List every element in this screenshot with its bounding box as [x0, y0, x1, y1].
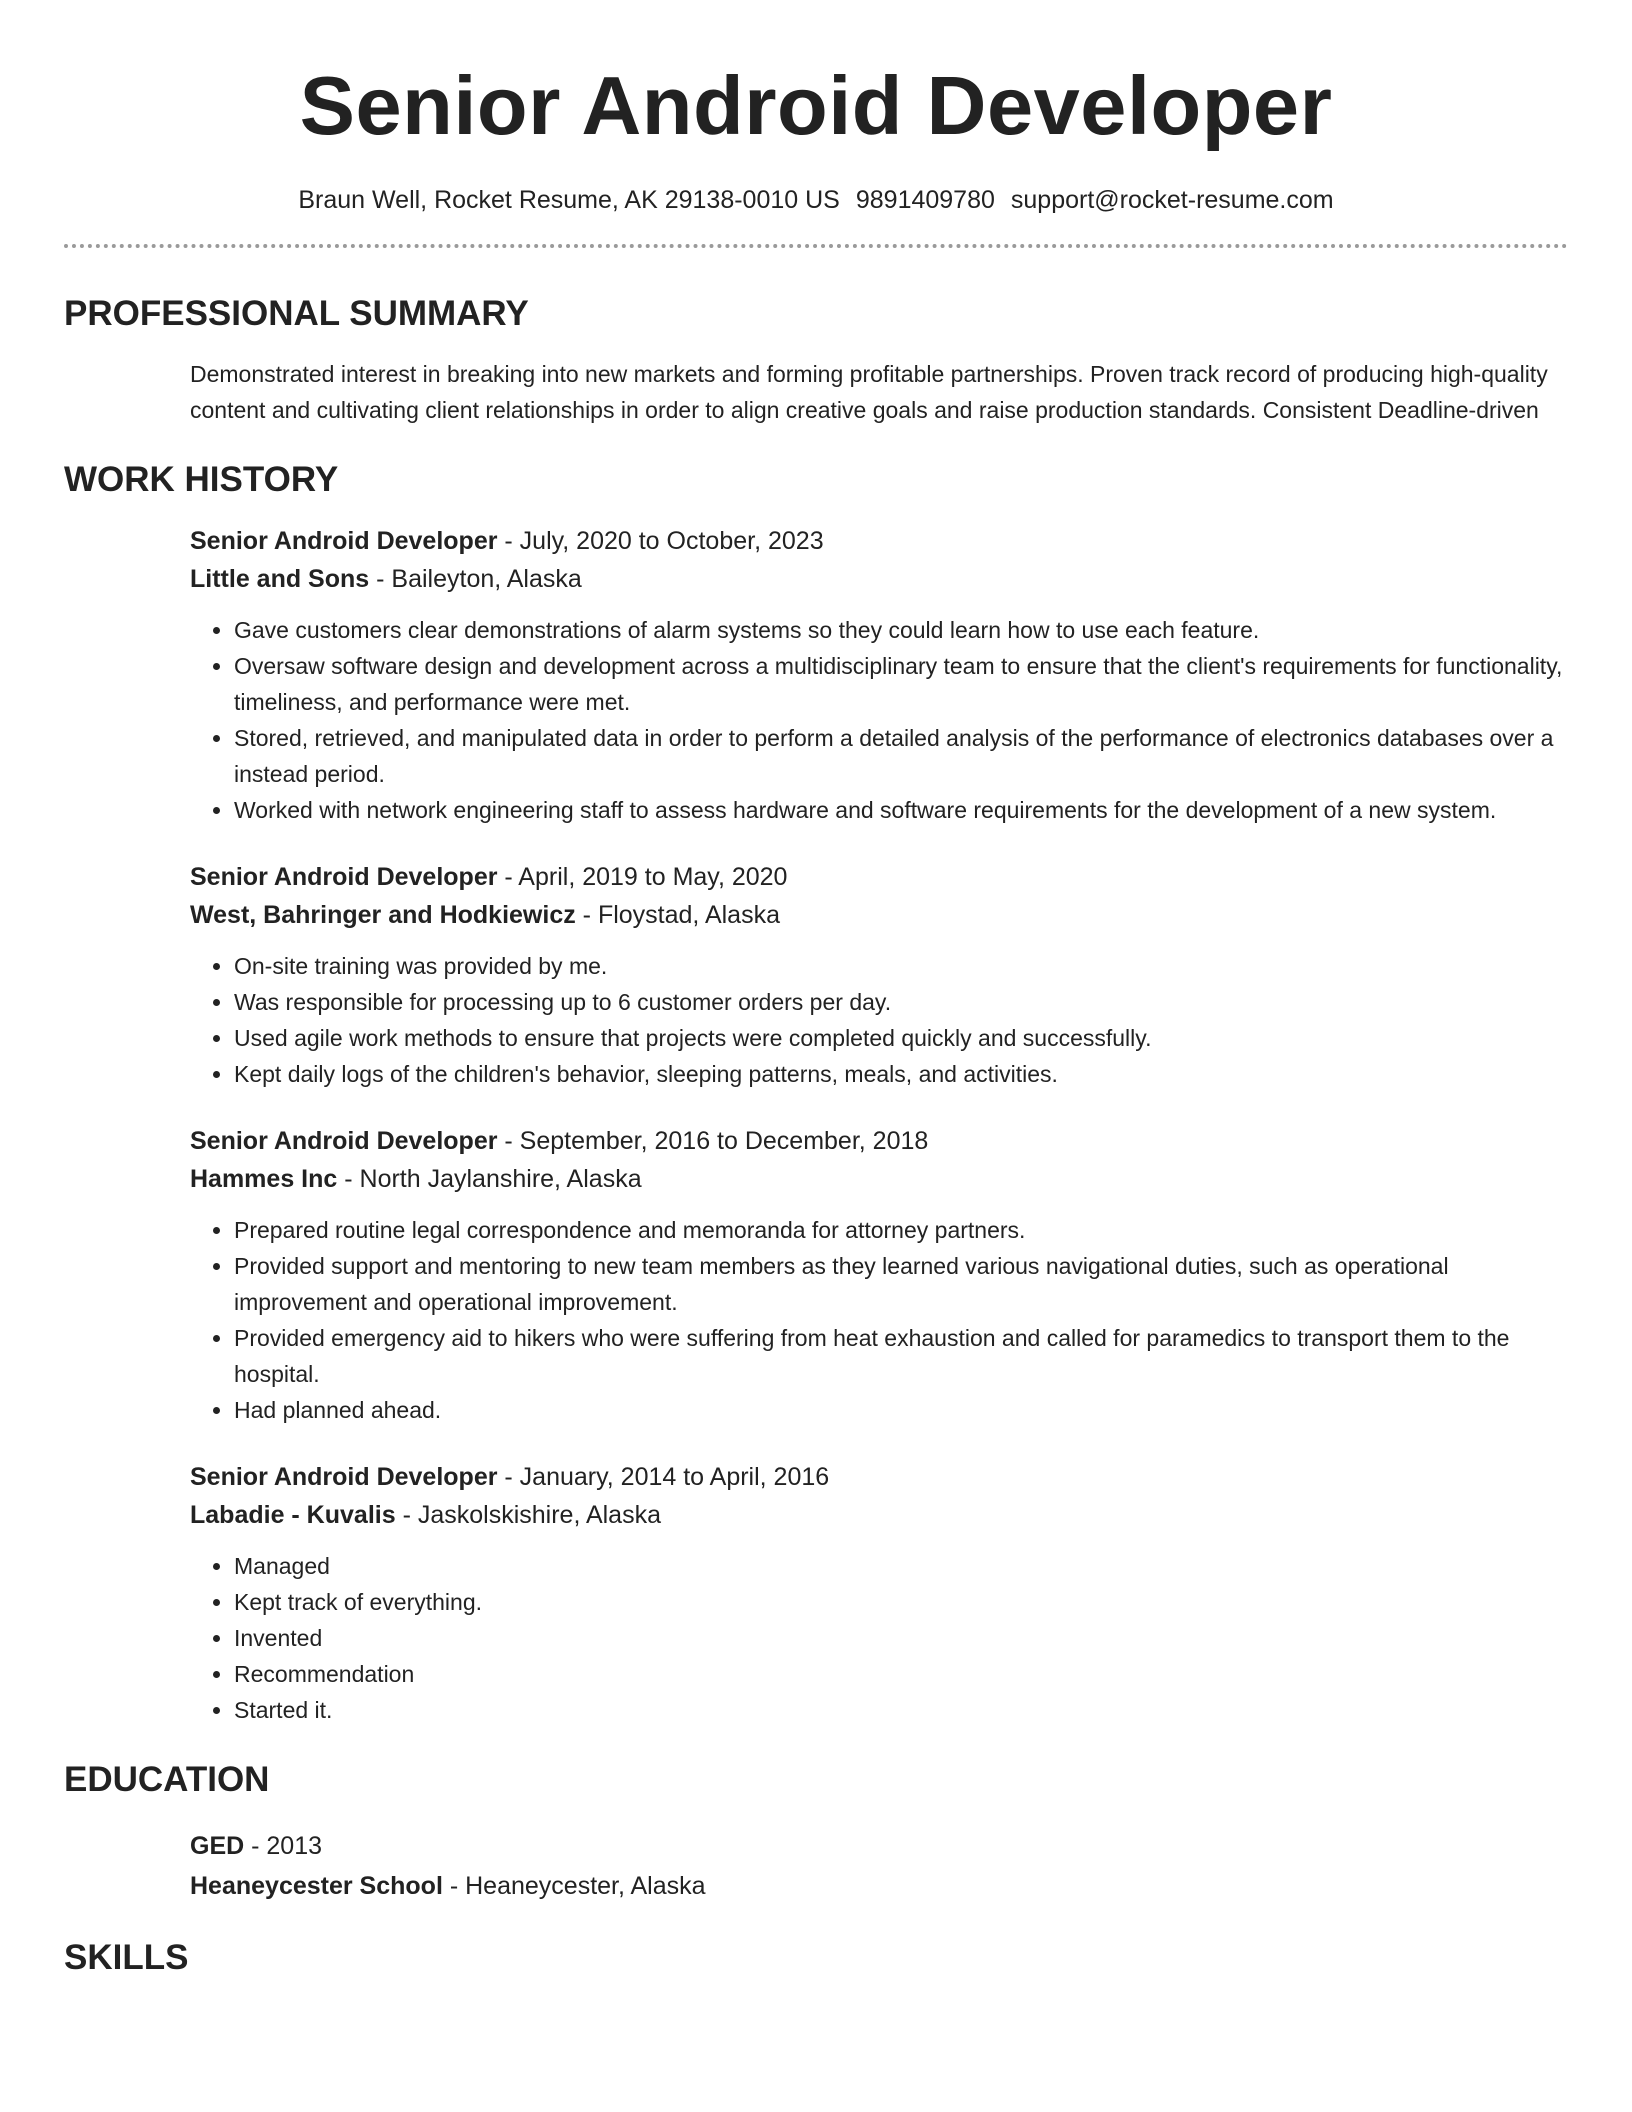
section-title-work-history: WORK HISTORY — [64, 460, 339, 499]
job-bullet: • On-site training was provided by me. — [234, 948, 1568, 984]
job-bullet: • Recommendation — [234, 1656, 1568, 1692]
contact-phone: 9891409780 — [855, 186, 995, 214]
job-bullet: • Oversaw software design and development across a multidisciplinary team to ensure that the client's requirements for functionality, timeliness, and performance were met. — [234, 648, 1568, 720]
education-year: - 2013 — [244, 1832, 323, 1860]
education-school-line — [190, 1866, 1568, 1906]
job-bullet: • Started it. — [234, 1692, 1568, 1728]
job-company-line — [190, 1160, 1568, 1198]
job-bullet: • Prepared routine legal correspondence and memoranda for attorney partners. — [234, 1212, 1568, 1248]
job-role-line — [190, 1458, 1568, 1496]
education-degree-line — [190, 1826, 1568, 1866]
job-company: West, Bahringer and Hodkiewicz — [190, 901, 576, 929]
job-entry — [190, 1458, 1568, 1728]
job-role: Senior Android Developer — [190, 1127, 498, 1155]
job-location: - North Jaylanshire, Alaska — [337, 1165, 642, 1193]
job-bullet: • Gave customers clear demonstrations of alarm systems so they could learn how to use each feature. — [234, 612, 1568, 648]
job-company-line — [190, 896, 1568, 934]
job-dates: - April, 2019 to May, 2020 — [497, 863, 788, 891]
job-bullets — [190, 948, 1568, 1092]
job-dates: - September, 2016 to December, 2018 — [497, 1127, 929, 1155]
job-company-line — [190, 1496, 1568, 1534]
job-bullet: • Kept daily logs of the children's behavior, sleeping patterns, meals, and activities. — [234, 1056, 1568, 1092]
job-role: Senior Android Developer — [190, 863, 498, 891]
contact-line — [64, 184, 1568, 216]
contact-address: Braun Well, Rocket Resume, AK 29138-0010 US — [298, 186, 840, 214]
job-entry — [190, 858, 1568, 1092]
job-entry — [190, 1122, 1568, 1428]
job-bullet: • Provided emergency aid to hikers who were suffering from heat exhaustion and called for paramedics to transport them to the hospital. — [234, 1320, 1568, 1392]
job-bullet: • Was responsible for processing up to 6 customer orders per day. — [234, 984, 1568, 1020]
header-divider — [64, 244, 1568, 248]
job-company: Little and Sons — [190, 565, 370, 593]
job-bullets — [190, 612, 1568, 828]
education-location: - Heaneycester, Alaska — [442, 1872, 706, 1900]
job-company: Hammes Inc — [190, 1165, 338, 1193]
section-title-summary: PROFESSIONAL SUMMARY — [64, 294, 529, 333]
job-role-line — [190, 522, 1568, 560]
job-location: - Floystad, Alaska — [575, 901, 780, 929]
resume-page — [64, 0, 1568, 1980]
job-location: - Jaskolskishire, Alaska — [395, 1501, 661, 1529]
job-bullet: • Stored, retrieved, and manipulated data in order to perform a detailed analysis of the performance of electronics databases over a instead period. — [234, 720, 1568, 792]
job-role-line — [190, 1122, 1568, 1160]
job-bullet: • Used agile work methods to ensure that projects were completed quickly and successfully. — [234, 1020, 1568, 1056]
section-title-skills: SKILLS — [64, 1938, 189, 1977]
contact-email: support@rocket-resume.com — [1010, 186, 1334, 214]
job-bullet: • Invented — [234, 1620, 1568, 1656]
job-company-line — [190, 560, 1568, 598]
education-entry — [190, 1826, 1568, 1906]
education-school: Heaneycester School — [190, 1872, 443, 1900]
job-bullet: • Worked with network engineering staff to assess hardware and software requirements for the development of a new system. — [234, 792, 1568, 828]
job-entry — [190, 522, 1568, 828]
job-bullet: • Managed — [234, 1548, 1568, 1584]
job-bullets — [190, 1212, 1568, 1428]
job-dates: - July, 2020 to October, 2023 — [497, 527, 824, 555]
resume-name: Senior Android Developer — [299, 59, 1333, 152]
job-role-line — [190, 858, 1568, 896]
job-dates: - January, 2014 to April, 2016 — [497, 1463, 830, 1491]
job-bullet: • Kept track of everything. — [234, 1584, 1568, 1620]
job-bullets — [190, 1548, 1568, 1728]
education-degree: GED — [190, 1832, 245, 1860]
job-role: Senior Android Developer — [190, 1463, 498, 1491]
job-role: Senior Android Developer — [190, 527, 498, 555]
job-bullet: • Had planned ahead. — [234, 1392, 1568, 1428]
job-bullet: • Provided support and mentoring to new team members as they learned various navigational duties, such as operational improvement and operational improvement. — [234, 1248, 1568, 1320]
section-title-education: EDUCATION — [64, 1760, 270, 1799]
summary-text: Demonstrated interest in breaking into new markets and forming profitable partnerships. Proven track record of producing high-quality content and cultivating client relationships in order to align creative goals and raise production standards. Consistent Deadline-driven — [190, 361, 1548, 423]
job-company: Labadie - Kuvalis — [190, 1501, 396, 1529]
job-location: - Baileyton, Alaska — [369, 565, 582, 593]
